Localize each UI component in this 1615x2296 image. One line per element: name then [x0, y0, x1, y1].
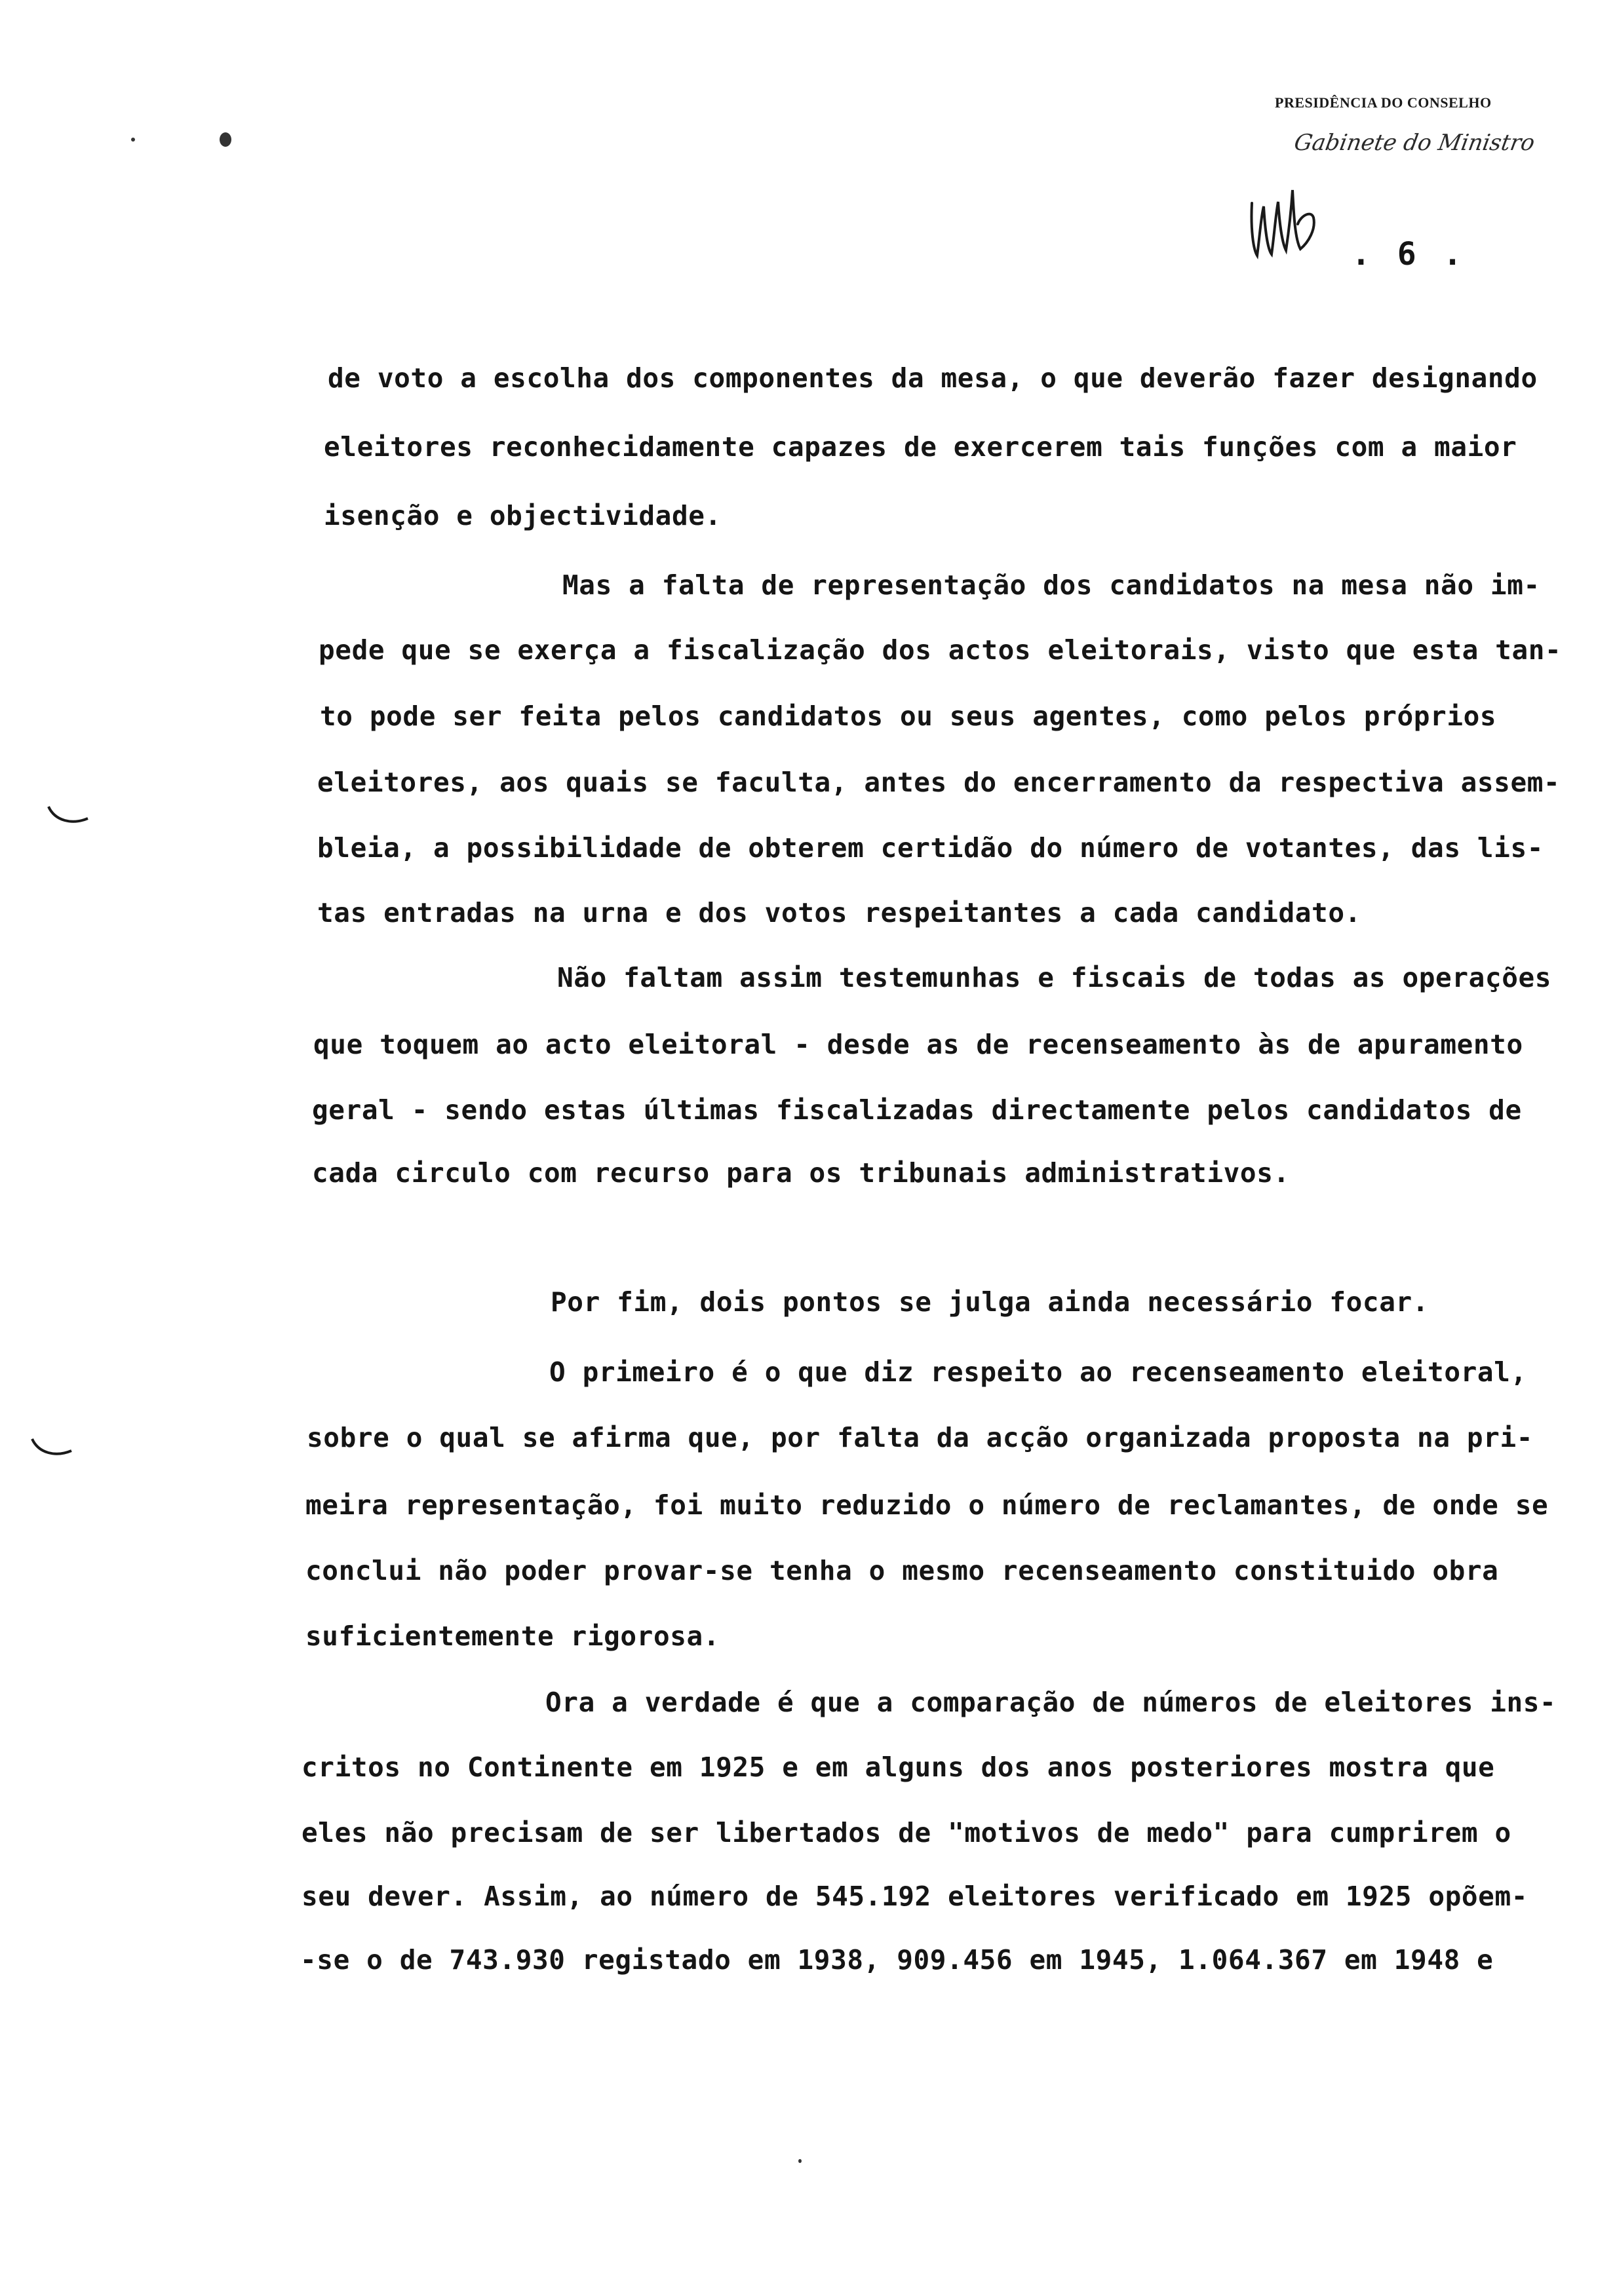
body-line: suficientemente rigorosa.	[305, 1620, 720, 1652]
body-line: isenção e objectividade.	[324, 500, 722, 531]
body-line: eleitores, aos quais se faculta, antes do encerramento da respectiva assem-	[317, 767, 1561, 798]
punch-hole-mark	[29, 1435, 75, 1461]
body-line: to pode ser feita pelos candidatos ou seus agentes, como pelos próprios	[320, 700, 1497, 732]
body-line: tas entradas na urna e dos votos respeitantes a cada candidato.	[317, 897, 1361, 928]
body-line: critos no Continente em 1925 e em alguns dos anos posteriores mostra que	[302, 1751, 1495, 1783]
body-line: geral - sendo estas últimas fiscalizadas directamente pelos candidatos de	[312, 1094, 1522, 1126]
body-line: eleitores reconhecidamente capazes de exercerem tais funções com a maior	[324, 431, 1517, 463]
body-line: seu dever. Assim, ao número de 545.192 eleitores verificado em 1925 opõem-	[302, 1881, 1528, 1912]
body-line: Por fim, dois pontos se julga ainda necessário focar.	[551, 1286, 1430, 1318]
scan-speck	[131, 138, 135, 142]
letterhead-department: Gabinete do Ministro	[1292, 130, 1537, 156]
body-line: conclui não poder provar-se tenha o mesmo recenseamento constituido obra	[305, 1555, 1499, 1586]
body-line: O primeiro é o que diz respeito ao recenseamento eleitoral,	[549, 1356, 1527, 1388]
body-line: eles não precisam de ser libertados de "motivos de medo" para cumprirem o	[302, 1817, 1511, 1848]
body-line: -se o de 743.930 registado em 1938, 909.456 em 1945, 1.064.367 em 1948 e	[300, 1944, 1494, 1976]
body-line: Mas a falta de representação dos candidatos na mesa não im-	[562, 569, 1540, 601]
body-line: pede que se exerça a fiscalização dos actos eleitorais, visto que esta tan-	[319, 634, 1562, 666]
body-line: cada circulo com recurso para os tribunais administrativos.	[312, 1157, 1290, 1189]
body-line: Não faltam assim testemunhas e fiscais de todas as operações	[557, 962, 1552, 993]
body-line: que toquem ao acto eleitoral - desde as de recenseamento às de apuramento	[313, 1029, 1523, 1060]
body-line: sobre o qual se afirma que, por falta da acção organizada proposta na pri-	[307, 1422, 1534, 1453]
letterhead-organization: PRESIDÊNCIA DO CONSELHO	[1275, 94, 1492, 111]
page-number: . 6 .	[1352, 236, 1466, 273]
scan-speck	[220, 132, 231, 147]
body-line: bleia, a possibilidade de obterem certidão do número de votantes, das lis-	[317, 832, 1544, 864]
handwritten-initials-mark	[1245, 177, 1324, 275]
punch-hole-mark	[46, 803, 92, 829]
scan-speck	[798, 2159, 802, 2163]
body-line: de voto a escolha dos componentes da mesa, o que deverão fazer designando	[328, 362, 1538, 394]
body-line: Ora a verdade é que a comparação de números de eleitores ins-	[545, 1687, 1557, 1718]
body-line: meira representação, foi muito reduzido o número de reclamantes, de onde se	[305, 1489, 1549, 1521]
